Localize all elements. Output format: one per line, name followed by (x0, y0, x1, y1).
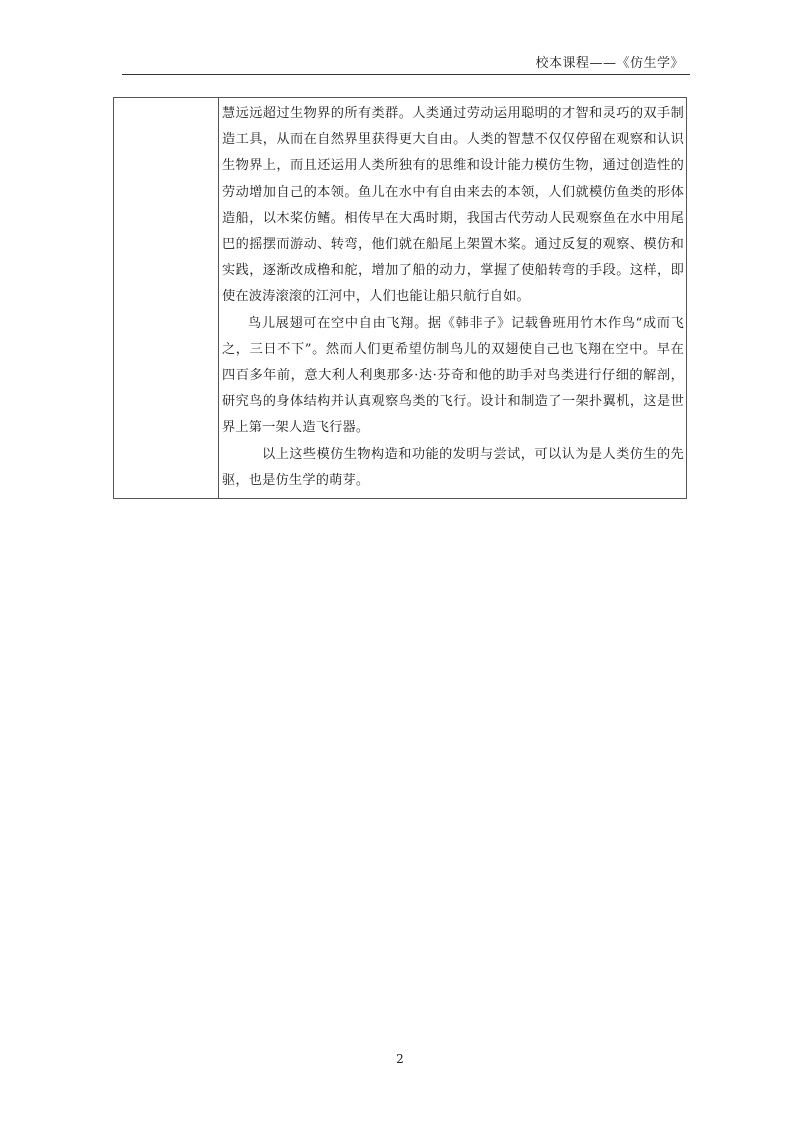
page-number: 2 (396, 1052, 404, 1066)
table-right-cell (219, 98, 686, 498)
header-rule (122, 74, 690, 75)
paragraph-fish-boat: 慧远远超过生物界的所有类群。人类通过劳动运用聪明的才智和灵巧的双手制造工具，从而在自然界里获得更大自由。人类的智慧不仅仅停留在观察和认识生物界上，而且还运用人类所独有的思维和设计能力模仿生物，通过创造性的劳动增加自己的本领。鱼儿在水中有自由来去的本领，人们就模仿鱼类的形体造船，以木桨仿鳍。相传早在大禹时期，我国古代劳动人民观察鱼在水中用尾巴的摇摆而游动、转弯，他们就在船尾上架置木桨。通过反复的观察、模仿和实践，逐渐改成橹和舵，增加了船的动力，掌握了使船转弯的手段。这样，即使在波涛滚滚的江河中，人们也能让船只航行自如。 (222, 106, 684, 305)
table-left-cell (114, 98, 219, 498)
paragraph-bird-flight: 鸟儿展翅可在空中自由飞翔。据《韩非子》记载鲁班用竹木作鸟“成而飞之，三日不下”。然而人们更希望仿制鸟儿的双翅使自己也飞翔在空中。早在四百多年前，意大利人利奥那多·达·芬奇和他的助手对鸟类进行仔细的解剖，研究鸟的身体结构并认真观察鸟类的飞行。设计和制造了一架扑翼机，这是世界上第一架人造飞行器。 (222, 315, 684, 436)
content-table (113, 97, 687, 499)
paragraph-conclusion: 以上这些模仿生物构造和功能的发明与尝试，可以认为是人类仿生的先驱，也是仿生学的萌芽。 (222, 446, 684, 488)
document-header-title: 校本课程——《仿生学》 (535, 56, 684, 71)
